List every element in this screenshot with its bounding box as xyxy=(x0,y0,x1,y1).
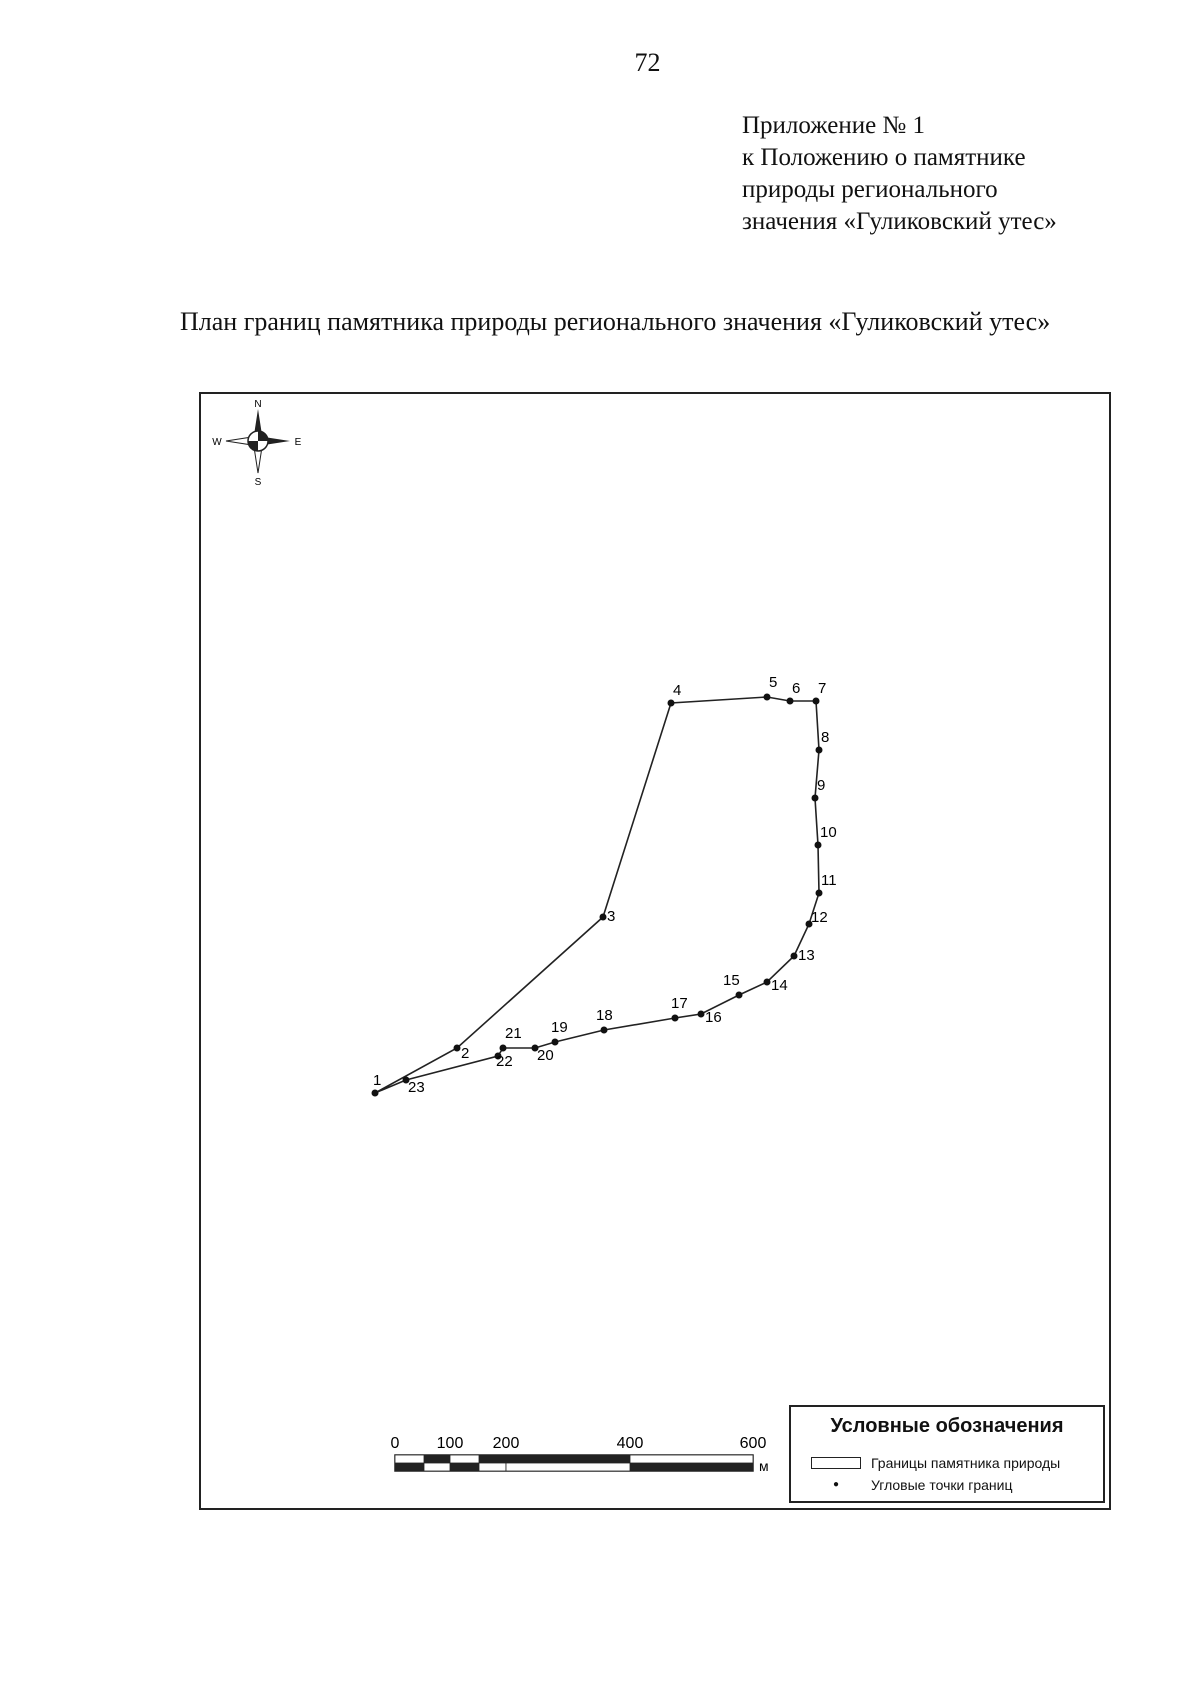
appendix-line: значения «Гуликовский утес» xyxy=(742,208,1057,235)
boundary-point xyxy=(816,890,823,897)
boundary-point xyxy=(552,1039,559,1046)
compass-n-label: N xyxy=(254,399,262,410)
plan-title: План границ памятника природы регионального значения «Гуликовский утес» xyxy=(180,307,1051,336)
boundary-polygon xyxy=(375,697,819,1093)
scale-tick-label: 200 xyxy=(492,1435,520,1452)
scale-bar xyxy=(391,1435,769,1474)
legend-title: Условные обозначения xyxy=(830,1415,1064,1437)
boundary-point-label: 20 xyxy=(537,1047,554,1064)
boundary-point-label: 14 xyxy=(771,977,788,994)
boundary-point-label: 15 xyxy=(723,972,740,989)
boundary-point xyxy=(812,795,819,802)
scale-tick-label: 400 xyxy=(616,1435,644,1452)
point-swatch-icon: ● xyxy=(832,1479,840,1490)
boundary-point xyxy=(372,1090,379,1097)
boundary-point-label: 9 xyxy=(817,777,826,794)
boundary-point xyxy=(500,1045,507,1052)
boundary-point xyxy=(787,698,794,705)
scale-unit: м xyxy=(759,1458,769,1474)
boundary-point xyxy=(791,953,798,960)
appendix-note xyxy=(742,110,1057,238)
boundary-point-label: 1 xyxy=(373,1072,382,1089)
compass-rose-icon xyxy=(212,399,301,488)
legend-boundary-label: Границы памятника природы xyxy=(871,1455,1061,1471)
boundary-point xyxy=(600,914,607,921)
boundary-point-label: 12 xyxy=(811,909,828,926)
boundary-point xyxy=(736,992,743,999)
boundary-point-label: 7 xyxy=(818,680,827,697)
boundary-point xyxy=(601,1027,608,1034)
boundary-point xyxy=(815,842,822,849)
map-canvas xyxy=(201,394,1109,1508)
boundary-point-label: 6 xyxy=(792,680,801,697)
boundary-point-label: 22 xyxy=(496,1053,513,1070)
boundary-point-label: 11 xyxy=(821,872,837,889)
legend-points-label: Угловые точки границ xyxy=(871,1477,1013,1493)
map-frame xyxy=(199,392,1111,1510)
boundary-point-label: 16 xyxy=(705,1009,722,1026)
scale-tick-label: 0 xyxy=(390,1435,400,1452)
legend-item-points xyxy=(811,1477,1012,1493)
boundary-point xyxy=(764,694,771,701)
boundary-point-label: 10 xyxy=(820,824,837,841)
boundary-point-label: 3 xyxy=(607,908,616,925)
scale-tick-label: 600 xyxy=(739,1435,767,1452)
boundary-points xyxy=(372,674,837,1097)
boundary-point xyxy=(698,1011,705,1018)
boundary-point xyxy=(816,747,823,754)
boundary-point-label: 17 xyxy=(671,995,688,1012)
page-number: 72 xyxy=(634,48,661,77)
boundary-point-label: 23 xyxy=(408,1079,425,1096)
boundary-swatch-icon xyxy=(811,1457,861,1469)
appendix-line: природы регионального xyxy=(742,176,998,203)
boundary-point xyxy=(764,979,771,986)
boundary-point-label: 19 xyxy=(551,1019,568,1036)
boundary-point-label: 21 xyxy=(505,1025,522,1042)
compass-e-label: E xyxy=(294,437,302,448)
boundary-point-label: 18 xyxy=(596,1007,613,1024)
scale-tick-label: 100 xyxy=(436,1435,464,1452)
boundary-point-label: 8 xyxy=(821,729,830,746)
boundary-point xyxy=(454,1045,461,1052)
appendix-line: к Положению о памятнике xyxy=(742,144,1026,171)
compass-s-label: S xyxy=(254,477,262,488)
legend-item-boundary xyxy=(811,1455,1060,1471)
appendix-line: Приложение № 1 xyxy=(742,112,926,139)
boundary-point-label: 5 xyxy=(769,674,778,691)
boundary-point-label: 2 xyxy=(461,1045,470,1062)
boundary-point xyxy=(668,700,675,707)
boundary-point-label: 13 xyxy=(798,947,815,964)
legend xyxy=(789,1405,1105,1503)
boundary-point xyxy=(813,698,820,705)
compass-w-label: W xyxy=(212,437,222,448)
boundary-point xyxy=(672,1015,679,1022)
boundary-point-label: 4 xyxy=(673,682,682,699)
